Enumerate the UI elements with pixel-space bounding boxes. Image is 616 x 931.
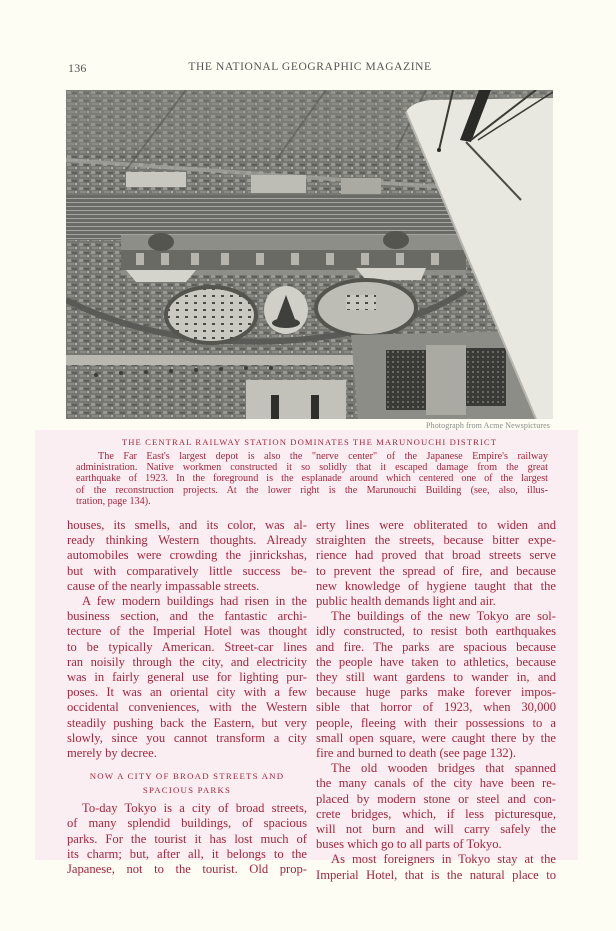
text-line: merely by decree.: [67, 746, 157, 761]
text-line: will not burn and will carry safely the: [316, 822, 556, 837]
left-column: [67, 518, 307, 877]
text-line: To-day Tokyo is a city of broad streets,: [82, 801, 307, 816]
running-title: THE NATIONAL GEOGRAPHIC MAGAZINE: [188, 61, 432, 73]
text-line: fire and burned to death (see page 132).: [316, 746, 517, 761]
text-line: buses which go to all parts of Tokyo.: [316, 837, 502, 852]
text-line: because huge parks make forever impos-: [316, 685, 556, 700]
text-line: The buildings of the new Tokyo are sol-: [331, 609, 556, 624]
text-line: and fire. The parks are spacious because: [316, 639, 556, 654]
text-line: to prevent the spread of fire, and because: [316, 563, 556, 578]
text-line: sible that horror of 1923, when 30,000: [316, 700, 556, 715]
right-column: [316, 518, 556, 883]
text-line: public health demands light and air.: [316, 594, 496, 609]
caption-line: of the reconstruction projects. At the lower right is the Marunouchi Building (see, also, illus-: [76, 484, 548, 496]
caption-line: administration. Native workmen constructed it so solidly that it escaped damage from the great: [76, 462, 548, 474]
aerial-photograph: [66, 90, 553, 419]
text-line: of many splendid buildings, of spacious: [67, 816, 307, 831]
text-line: its charm; but, after all, it belongs to the: [67, 846, 307, 861]
photo-credit: Photograph from Acme Newspictures: [426, 421, 550, 430]
text-line: A few modern buildings had risen in the: [82, 594, 307, 609]
text-line: people, fleeing with their possessions to a: [316, 715, 556, 730]
text-line: they still want gardens to wander in, and: [316, 670, 556, 685]
caption-line: The Far East's largest depot is also the "nerve center" of the Japanese Empire's railway: [98, 451, 548, 462]
text-line: but with comparatively little success be-: [67, 563, 307, 578]
text-line: tecture of the Imperial Hotel was thought: [67, 624, 307, 639]
text-line: parks. For the tourist it has lost much of: [67, 831, 307, 846]
paragraph: [67, 801, 307, 877]
text-line: small open square, were caught there by the: [316, 730, 556, 745]
caption-body: [76, 451, 548, 507]
text-line: the people have taken to athletics, because: [316, 654, 556, 669]
text-line: houses, its smells, and its color, was al-: [67, 518, 307, 532]
text-line: business section, and the fantastic archi-: [67, 609, 307, 624]
text-line: placed by modern stone or steel and con-: [316, 791, 556, 806]
text-line: automobiles were crowding the jinrickshas,: [67, 548, 307, 563]
subheading-line: SPACIOUS PARKS: [142, 785, 232, 796]
caption-title: THE CENTRAL RAILWAY STATION DOMINATES THE MARUNOUCHI DISTRICT: [121, 437, 498, 447]
text-line: As most foreigners in Tokyo stay at the: [331, 852, 556, 867]
text-line: to be typically American. Street-car lines: [67, 639, 307, 654]
paragraph: [316, 518, 556, 609]
text-line: slowly, since you cannot transform a city: [67, 730, 307, 745]
text-line: The old wooden bridges that spanned: [331, 761, 556, 776]
subheading-line: NOW A CITY OF BROAD STREETS AND: [89, 771, 285, 782]
paragraph: [316, 609, 556, 761]
text-line: cause of the nearly impassable streets.: [67, 578, 260, 593]
text-line: was in fairly general use for lighting pur-: [67, 670, 307, 685]
text-line: ready thinking Western thoughts. Already: [67, 533, 307, 548]
text-line: occidental conveniences, with the Western: [67, 700, 307, 715]
running-header: [68, 61, 552, 77]
section-subheading: [67, 769, 307, 797]
text-line: Imperial Hotel, that is the natural place to: [316, 867, 556, 882]
paragraph: [67, 518, 307, 594]
text-line: erty lines were obliterated to widen and: [316, 518, 556, 532]
text-line: idly constructed, to resist both earthquakes: [316, 624, 556, 639]
text-line: crete bridges, which, if less picturesque,: [316, 806, 556, 821]
text-line: straighten the streets, because bitter expe-: [316, 533, 556, 548]
text-line: poses. It was an oriental city with a few: [67, 685, 307, 700]
text-line: the many canals of the city have been re-: [316, 776, 556, 791]
paragraph: [67, 594, 307, 761]
paragraph: [316, 761, 556, 852]
text-line: ran noisily through the city, and electricity: [67, 654, 307, 669]
text-line: steadily pushing back the Eastern, but very: [67, 715, 307, 730]
text-line: new knowledge of hygiene taught that the: [316, 578, 556, 593]
caption-line: tration, page 134).: [76, 495, 151, 507]
text-line: Japanese, not to the tourist. Old prop-: [67, 862, 307, 877]
page-number: 136: [68, 61, 87, 75]
text-line: rience had proved that broad streets serve: [316, 548, 556, 563]
paragraph: [316, 852, 556, 882]
caption-line: earthquake of 1923. In the foreground is the esplanade around which centered one of the largest: [76, 473, 548, 485]
